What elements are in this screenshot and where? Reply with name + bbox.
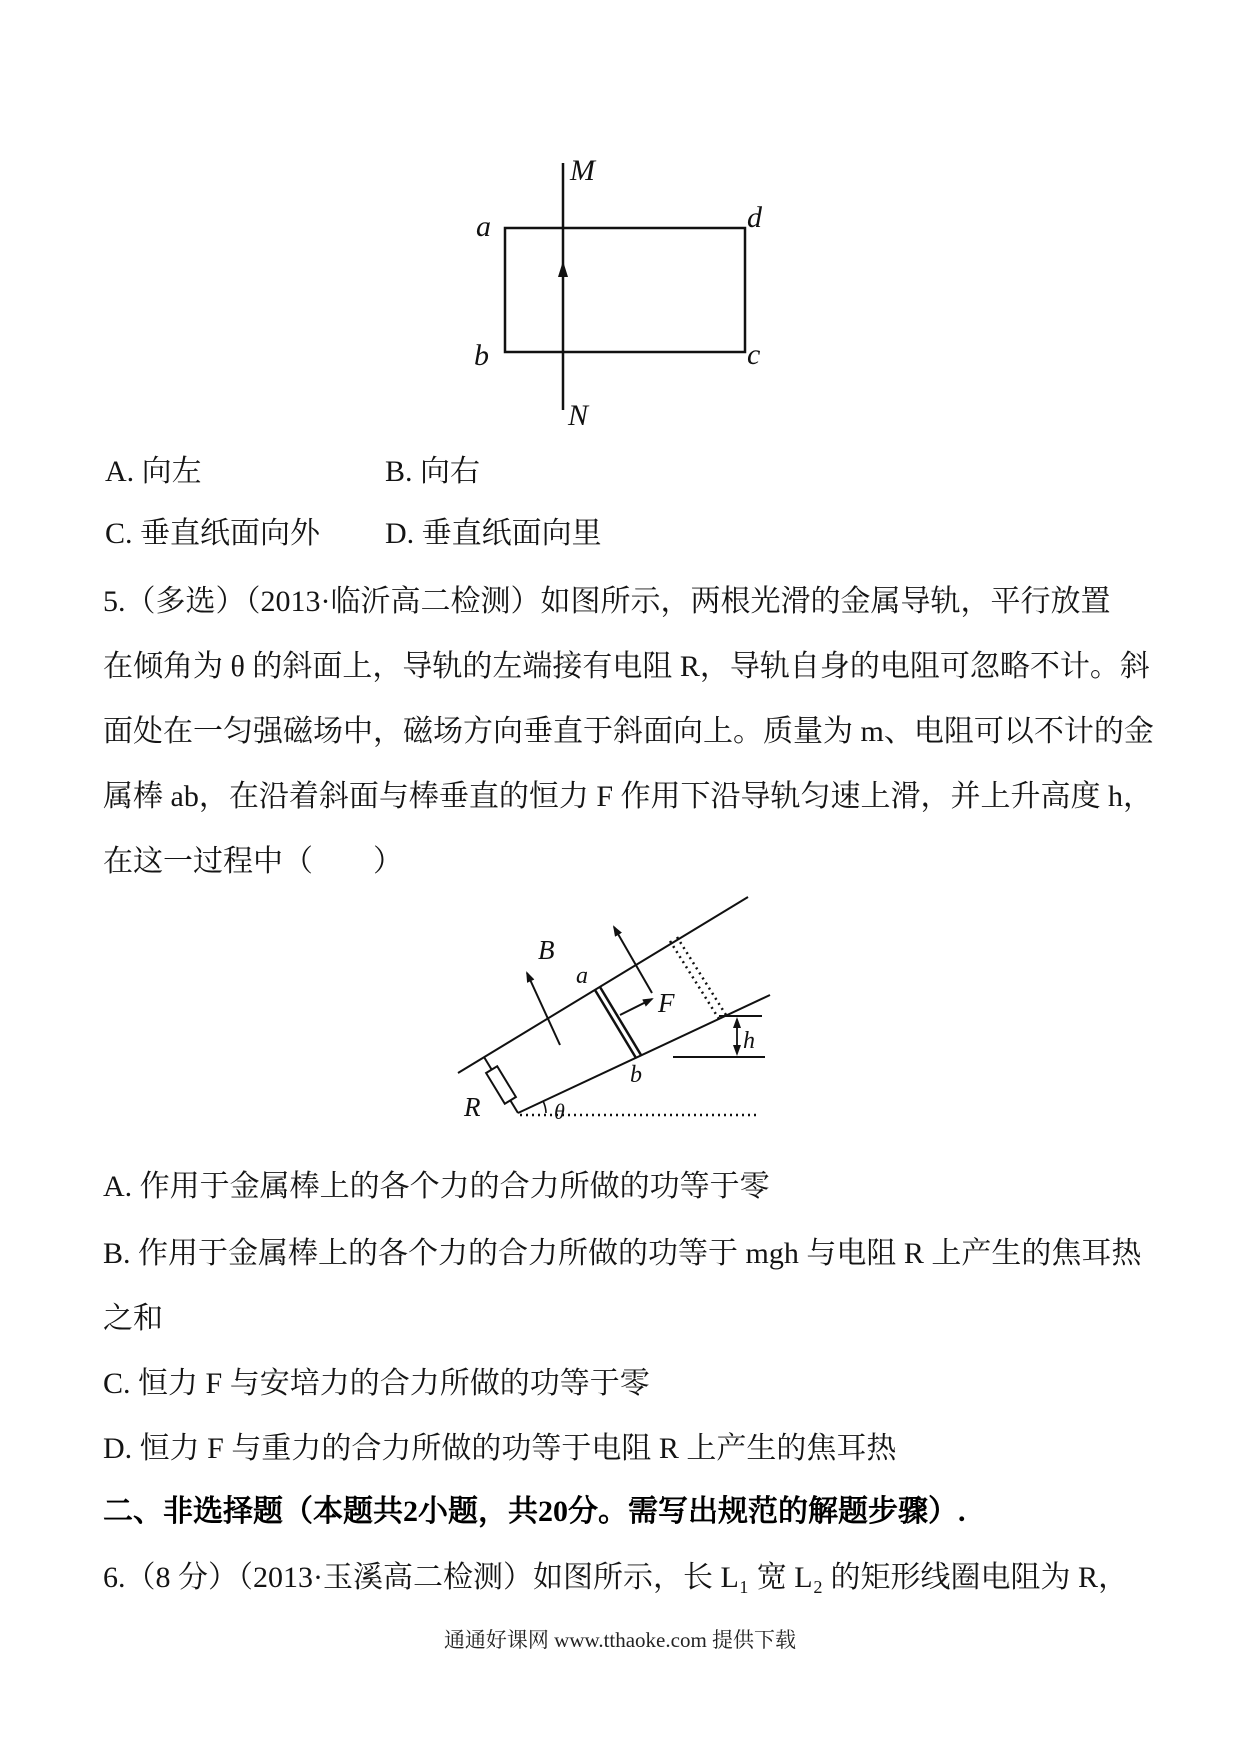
- q5-stem-line3: 面处在一匀强磁场中，磁场方向垂直于斜面向上。质量为 m、电阻可以不计的金: [103, 715, 1154, 748]
- q5-option-a: A. 作用于金属棒上的各个力的合力所做的功等于零: [103, 1170, 770, 1203]
- q5-option-b-cont: 之和: [103, 1302, 163, 1335]
- label-B: B: [538, 935, 555, 965]
- label-a: a: [576, 963, 588, 989]
- q6-stem-line1: 6.（8 分）（2013·玉溪高二检测）如图所示，长 L₁ 宽 L₂ 的矩形线圈电阻为 R，: [103, 1561, 1129, 1594]
- q5-stem-line4: 属棒 ab，在沿着斜面与棒垂直的恒力 F 作用下沿导轨匀速上滑，并上升高度 h，: [103, 780, 1153, 813]
- b-field-arrow-right: [614, 927, 652, 993]
- q4-option-c: C. 垂直纸面向外: [105, 517, 321, 550]
- label-R: R: [464, 1092, 481, 1122]
- label-N: N: [568, 399, 589, 432]
- label-M: M: [570, 154, 595, 187]
- current-arrowhead-icon: [558, 261, 568, 277]
- section2-header: 二、非选择题（本题共2小题，共20分。需写出规范的解题步骤）.: [103, 1495, 966, 1528]
- q4-option-a: A. 向左: [105, 455, 202, 488]
- label-theta: θ: [554, 1099, 565, 1124]
- figure-loop-mn: [450, 135, 780, 435]
- label-c: c: [747, 338, 761, 371]
- rod-final-dotted2: [677, 937, 726, 1015]
- loop-rectangle: [505, 228, 745, 352]
- label-a: a: [476, 210, 491, 243]
- rod-ab-line2: [600, 987, 641, 1055]
- rod-ab-line1: [595, 990, 636, 1058]
- site-footer: 通通好课网 www.tthaoke.com 提供下载: [443, 1628, 797, 1652]
- b-field-arrow-left: [527, 973, 560, 1045]
- label-d: d: [747, 201, 762, 234]
- q5-option-d: D. 恒力 F 与重力的合力所做的功等于电阻 R 上产生的焦耳热: [103, 1432, 897, 1465]
- h-arrowhead-bottom: [733, 1045, 741, 1056]
- upper-rail-line: [458, 897, 748, 1073]
- q5-option-b: B. 作用于金属棒上的各个力的合力所做的功等于 mgh 与电阻 R 上产生的焦耳热: [103, 1237, 1142, 1270]
- q5-stem-line2: 在倾角为 θ 的斜面上，导轨的左端接有电阻 R，导轨自身的电阻可忽略不计。斜: [103, 650, 1150, 683]
- label-b: b: [630, 1062, 642, 1088]
- label-F: F: [658, 988, 675, 1018]
- q5-option-c: C. 恒力 F 与安培力的合力所做的功等于零: [103, 1367, 650, 1400]
- q5-stem-line5: 在这一过程中（ ）: [103, 845, 403, 878]
- force-f-arrow: [620, 999, 652, 1015]
- q4-option-b: B. 向右: [385, 455, 481, 488]
- h-arrowhead-top: [733, 1017, 741, 1028]
- resistor-symbol: [486, 1066, 516, 1104]
- rod-final-dotted1: [670, 941, 719, 1019]
- figure-incline-rails: [430, 885, 775, 1130]
- q5-stem-line1: 5.（多选）（2013·临沂高二检测）如图所示，两根光滑的金属导轨，平行放置: [103, 585, 1111, 618]
- label-b: b: [474, 339, 489, 372]
- label-h: h: [743, 1028, 755, 1054]
- theta-arc: [543, 1101, 546, 1113]
- q4-option-d: D. 垂直纸面向里: [385, 517, 602, 550]
